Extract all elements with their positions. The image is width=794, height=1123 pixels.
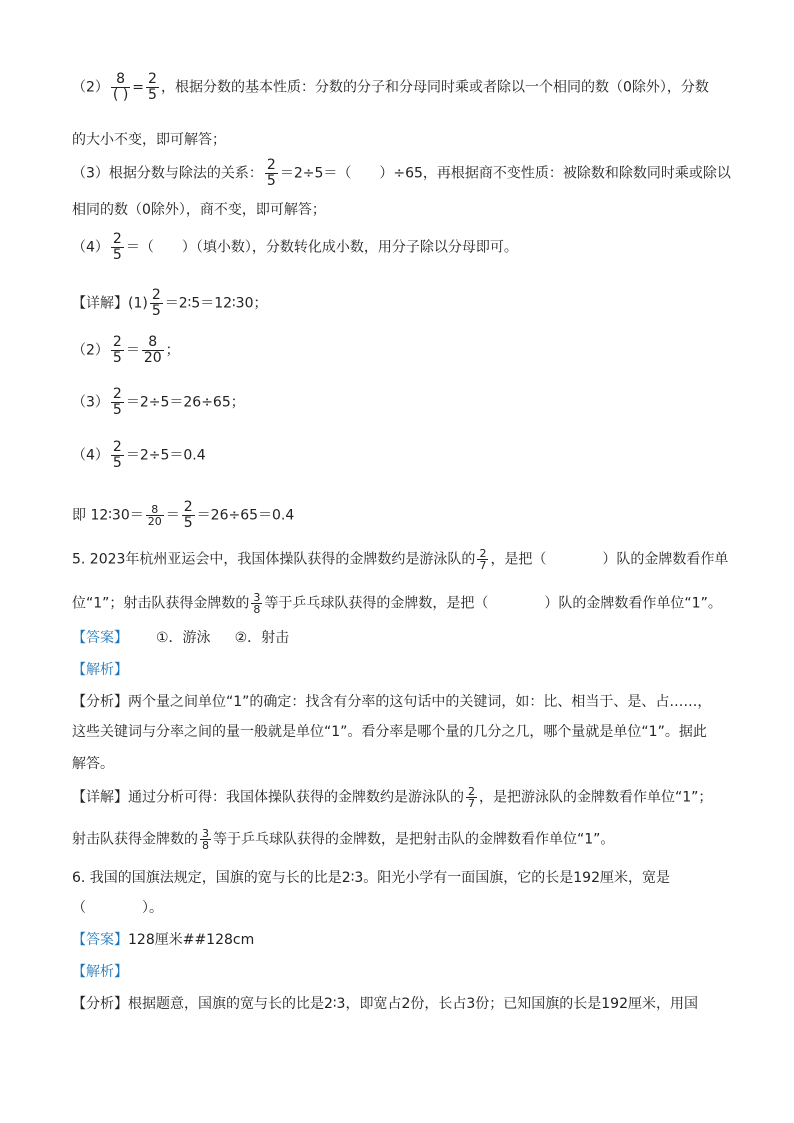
fraction: $\frac{2}{7}$	[479, 547, 487, 572]
detail-line-3: （3） $\frac{2}{5}$ ＝2÷5＝26÷65；	[72, 386, 245, 418]
question-5-detail-1: 【详解】通过分析可得：我国体操队获得的金牌数约是游泳队的 $\frac{2}{7}$ ，是把游泳队的金牌数看作单位“1”；	[72, 785, 713, 810]
question-5-fenxi-1: 【分析】两个量之间单位“1”的确定：找含有分率的这句话中的关键词，如：比、相当于、是、占……，	[72, 694, 712, 710]
fraction: $\frac{2}{7}$	[468, 785, 475, 810]
fraction: $\frac{8}{20}$	[147, 503, 162, 528]
detail-label: 【详解】	[72, 295, 128, 312]
fraction: $\frac{2}{5}$	[112, 334, 122, 366]
fraction: $\frac{2}{5}$	[183, 499, 193, 531]
answer-text: 128厘米##128cm	[128, 932, 255, 948]
question-6-line-1: 6. 我国的国旗法规定，国旗的宽与长的比是2∶3。阳光小学有一面国旗，它的长是192厘米，宽是	[72, 870, 670, 886]
question-6-answer	[72, 930, 254, 950]
step-4-line: （4） $\frac{2}{5}$ ＝（ ）（填小数），分数转化成小数，用分子除以分母即可。	[72, 231, 518, 263]
step-3-line: （3）根据分数与除法的关系： $\frac{2}{5}$ ＝2÷5＝（ ）÷65，再根据商不变性质：被除数和除数同时乘或除以	[72, 157, 731, 189]
step-label: （2）	[72, 79, 109, 96]
fraction: $\frac{3}{8}$	[253, 591, 261, 616]
fraction: $\frac{8}{20}$	[143, 334, 162, 366]
step-3-continuation: 相同的数（0除外），商不变，即可解答；	[72, 202, 326, 218]
answer-label: 【答案】	[72, 630, 128, 646]
fraction: $\frac{8}{( )}$	[112, 71, 129, 103]
fraction: $\frac{2}{5}$	[112, 231, 122, 263]
question-5-fenxi-2: 这些关键词与分率之间的量一般就是单位“1”。看分率是哪个量的几分之几，哪个量就是单位“1”。据此	[72, 724, 707, 740]
answer-option: ②．射击	[234, 630, 290, 646]
detail-line-1: 【详解】(1) $\frac{2}{5}$ ＝2∶5＝12∶30；	[72, 287, 268, 319]
fraction: $\frac{2}{5}$	[112, 439, 122, 471]
explanation-text: ，根据分数的基本性质：分数的分子和分母同时乘或者除以一个相同的数（0除外），分数	[160, 79, 709, 96]
answer-option: ①．游泳	[156, 630, 211, 646]
detail-summary: 即 12∶30＝ $\frac{8}{20}$ ＝ $\frac{2}{5}$ ＝26÷65＝0.4	[72, 499, 295, 531]
fraction: $\frac{2}{5}$	[112, 386, 122, 418]
fraction: $\frac{3}{8}$	[202, 827, 209, 852]
fraction: $\frac{2}{5}$	[151, 287, 161, 319]
question-5-answer	[72, 628, 289, 648]
question-5-line-1: 5. 2023年杭州亚运会中，我国体操队获得的金牌数约是游泳队的 $\frac{2}{7}$ ，是把（ ）队的金牌数看作单	[72, 547, 729, 572]
step-2-line: （2） $\frac{8}{( )}$ = $\frac{2}{5}$ ，根据分数的基本性质：分数的分子和分母同时乘或者除以一个相同的数（0除外），分数	[72, 71, 709, 103]
fraction: $\frac{2}{5}$	[266, 157, 276, 189]
question-6-fenxi-1: 【分析】根据题意，国旗的宽与长的比是2∶3，即宽占2份，长占3份；已知国旗的长是192厘米，用国	[72, 996, 698, 1012]
question-5-fenxi-3: 解答。	[72, 756, 114, 772]
question-5-detail-2: 射击队获得金牌数的 $\frac{3}{8}$ 等于乒乓球队获得的金牌数，是把射击队的金牌数看作单位“1”。	[72, 827, 615, 852]
question-5-line-2: 位“1”；射击队获得金牌数的 $\frac{3}{8}$ 等于乒乓球队获得的金牌数，是把（ ）队的金牌数看作单位“1”。	[72, 591, 722, 616]
question-6-line-2: （ ）。	[72, 900, 163, 916]
detail-line-4: （4） $\frac{2}{5}$ ＝2÷5＝0.4	[72, 439, 206, 471]
fraction: $\frac{2}{5}$	[148, 71, 157, 103]
question-5-analysis-label: 【解析】	[72, 662, 128, 678]
step-2-continuation: 的大小不变，即可解答；	[72, 132, 226, 148]
question-6-analysis-label: 【解析】	[72, 964, 128, 980]
detail-line-2: （2） $\frac{2}{5}$ ＝ $\frac{8}{20}$ ；	[72, 334, 180, 366]
answer-label: 【答案】	[72, 932, 128, 948]
